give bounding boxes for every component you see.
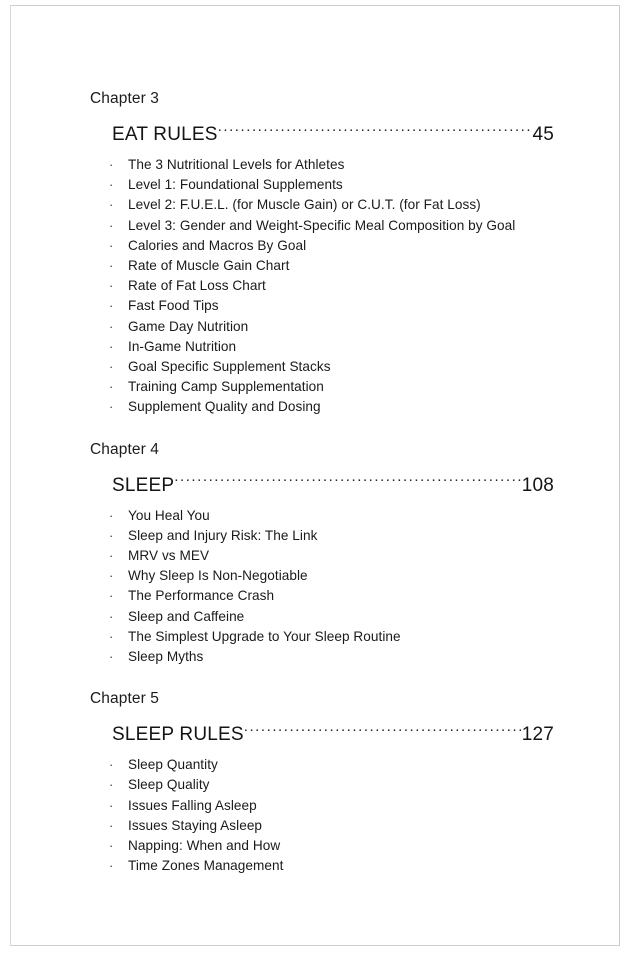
list-item[interactable] — [90, 526, 554, 546]
bullet-icon: · — [109, 649, 114, 665]
list-item[interactable] — [90, 647, 554, 667]
list-item-label: MRV vs MEV — [128, 548, 210, 564]
bullet-icon: · — [109, 197, 114, 213]
list-item-label: Sleep and Injury Risk: The Link — [128, 527, 318, 543]
list-item-label: The Simplest Upgrade to Your Sleep Routine — [128, 628, 401, 644]
list-item-label: Goal Specific Supplement Stacks — [128, 359, 331, 375]
toc-section — [90, 440, 554, 668]
list-item[interactable] — [90, 836, 554, 856]
bullet-icon: · — [109, 588, 114, 604]
list-item-label: Game Day Nutrition — [128, 318, 249, 334]
list-item-label: The Performance Crash — [128, 588, 275, 604]
toc-entry-heading[interactable] — [112, 721, 554, 747]
list-item[interactable] — [90, 586, 554, 606]
list-item[interactable] — [90, 236, 554, 256]
bullet-icon: · — [109, 217, 114, 233]
list-item[interactable] — [90, 506, 554, 526]
list-item[interactable] — [90, 256, 554, 276]
bullet-icon: · — [109, 278, 114, 294]
toc-entry-page-number: 108 — [521, 474, 554, 496]
bullet-icon: · — [109, 298, 114, 314]
dot-leader — [218, 121, 533, 140]
section-spacer — [90, 418, 554, 440]
list-item[interactable] — [90, 296, 554, 316]
list-item[interactable] — [90, 546, 554, 566]
list-item[interactable] — [90, 377, 554, 397]
toc-subentry-list — [90, 155, 554, 418]
list-item[interactable] — [90, 796, 554, 816]
table-of-contents — [90, 89, 554, 876]
list-item[interactable] — [90, 607, 554, 627]
list-item-label: Level 2: F.U.E.L. (for Muscle Gain) or C.U.T. (for Fat Loss) — [128, 197, 481, 213]
chapter-label: Chapter 3 — [90, 90, 159, 107]
list-item-label: Why Sleep Is Non-Negotiable — [128, 568, 308, 584]
toc-section — [90, 689, 554, 876]
list-item-label: Time Zones Management — [128, 858, 284, 874]
dot-leader — [174, 472, 521, 491]
list-item[interactable] — [90, 276, 554, 296]
list-item-label: Sleep and Caffeine — [128, 608, 245, 624]
toc-subentry-list — [90, 755, 554, 876]
bullet-icon: · — [109, 628, 114, 644]
chapter-label: Chapter 4 — [90, 440, 159, 458]
bullet-icon: · — [109, 237, 114, 253]
list-item[interactable] — [90, 816, 554, 836]
bullet-icon: · — [109, 548, 114, 564]
list-item-label: Fast Food Tips — [128, 298, 219, 314]
toc-entry-page-number: 45 — [532, 124, 554, 145]
toc-entry-page-number: 127 — [521, 724, 554, 746]
bullet-icon: · — [109, 507, 114, 523]
list-item[interactable] — [90, 775, 554, 795]
bullet-icon: · — [109, 797, 114, 813]
list-item-label: Rate of Muscle Gain Chart — [128, 258, 290, 274]
list-item[interactable] — [90, 397, 554, 417]
list-item-label: Rate of Fat Loss Chart — [128, 278, 266, 294]
list-item[interactable] — [90, 337, 554, 357]
list-item-label: In-Game Nutrition — [128, 338, 237, 354]
bullet-icon: · — [109, 608, 114, 624]
bullet-icon: · — [109, 568, 114, 584]
toc-entry-title: SLEEP — [112, 474, 175, 496]
bullet-icon: · — [109, 777, 114, 793]
list-item[interactable] — [90, 195, 554, 215]
list-item-label: You Heal You — [128, 507, 210, 523]
list-item[interactable] — [90, 856, 554, 876]
bullet-icon: · — [109, 379, 114, 395]
list-item[interactable] — [90, 216, 554, 236]
list-item-label: Level 3: Gender and Weight-Specific Meal Composition by Goal — [128, 217, 516, 233]
list-item[interactable] — [90, 755, 554, 775]
toc-entry-title: EAT RULES — [112, 124, 218, 145]
list-item-label: Calories and Macros By Goal — [128, 237, 307, 253]
list-item[interactable] — [90, 357, 554, 377]
bullet-icon: · — [109, 177, 114, 193]
toc-entry-heading[interactable] — [112, 121, 554, 147]
list-item-label: Training Camp Supplementation — [128, 379, 324, 395]
list-item-label: Issues Falling Asleep — [128, 797, 257, 813]
list-item[interactable] — [90, 175, 554, 195]
list-item-label: Sleep Myths — [128, 649, 204, 665]
bullet-icon: · — [109, 338, 114, 354]
list-item-label: The 3 Nutritional Levels for Athletes — [128, 157, 345, 172]
list-item-label: Issues Staying Asleep — [128, 817, 263, 833]
bullet-icon: · — [109, 399, 114, 415]
list-item-label: Sleep Quantity — [128, 757, 218, 773]
list-item[interactable] — [90, 566, 554, 586]
list-item-label: Sleep Quality — [128, 777, 210, 793]
document-page — [10, 5, 620, 946]
bullet-icon: · — [109, 757, 114, 773]
list-item[interactable] — [90, 627, 554, 647]
list-item-label: Napping: When and How — [128, 838, 281, 854]
bullet-icon: · — [109, 258, 114, 274]
bullet-icon: · — [109, 157, 114, 172]
list-item-label: Level 1: Foundational Supplements — [128, 177, 343, 193]
bullet-icon: · — [109, 858, 114, 874]
dot-leader — [244, 721, 522, 740]
bullet-icon: · — [109, 318, 114, 334]
bullet-icon: · — [109, 527, 114, 543]
chapter-label: Chapter 5 — [90, 690, 159, 708]
bullet-icon: · — [109, 359, 114, 375]
list-item-label: Supplement Quality and Dosing — [128, 399, 321, 415]
list-item[interactable] — [90, 155, 554, 175]
toc-subentry-list — [90, 506, 554, 668]
section-spacer — [90, 667, 554, 689]
bullet-icon: · — [109, 817, 114, 833]
toc-entry-title: SLEEP RULES — [112, 724, 244, 746]
bullet-icon: · — [109, 838, 114, 854]
toc-section — [90, 89, 554, 418]
list-item[interactable] — [90, 317, 554, 337]
toc-entry-heading[interactable] — [112, 472, 554, 498]
